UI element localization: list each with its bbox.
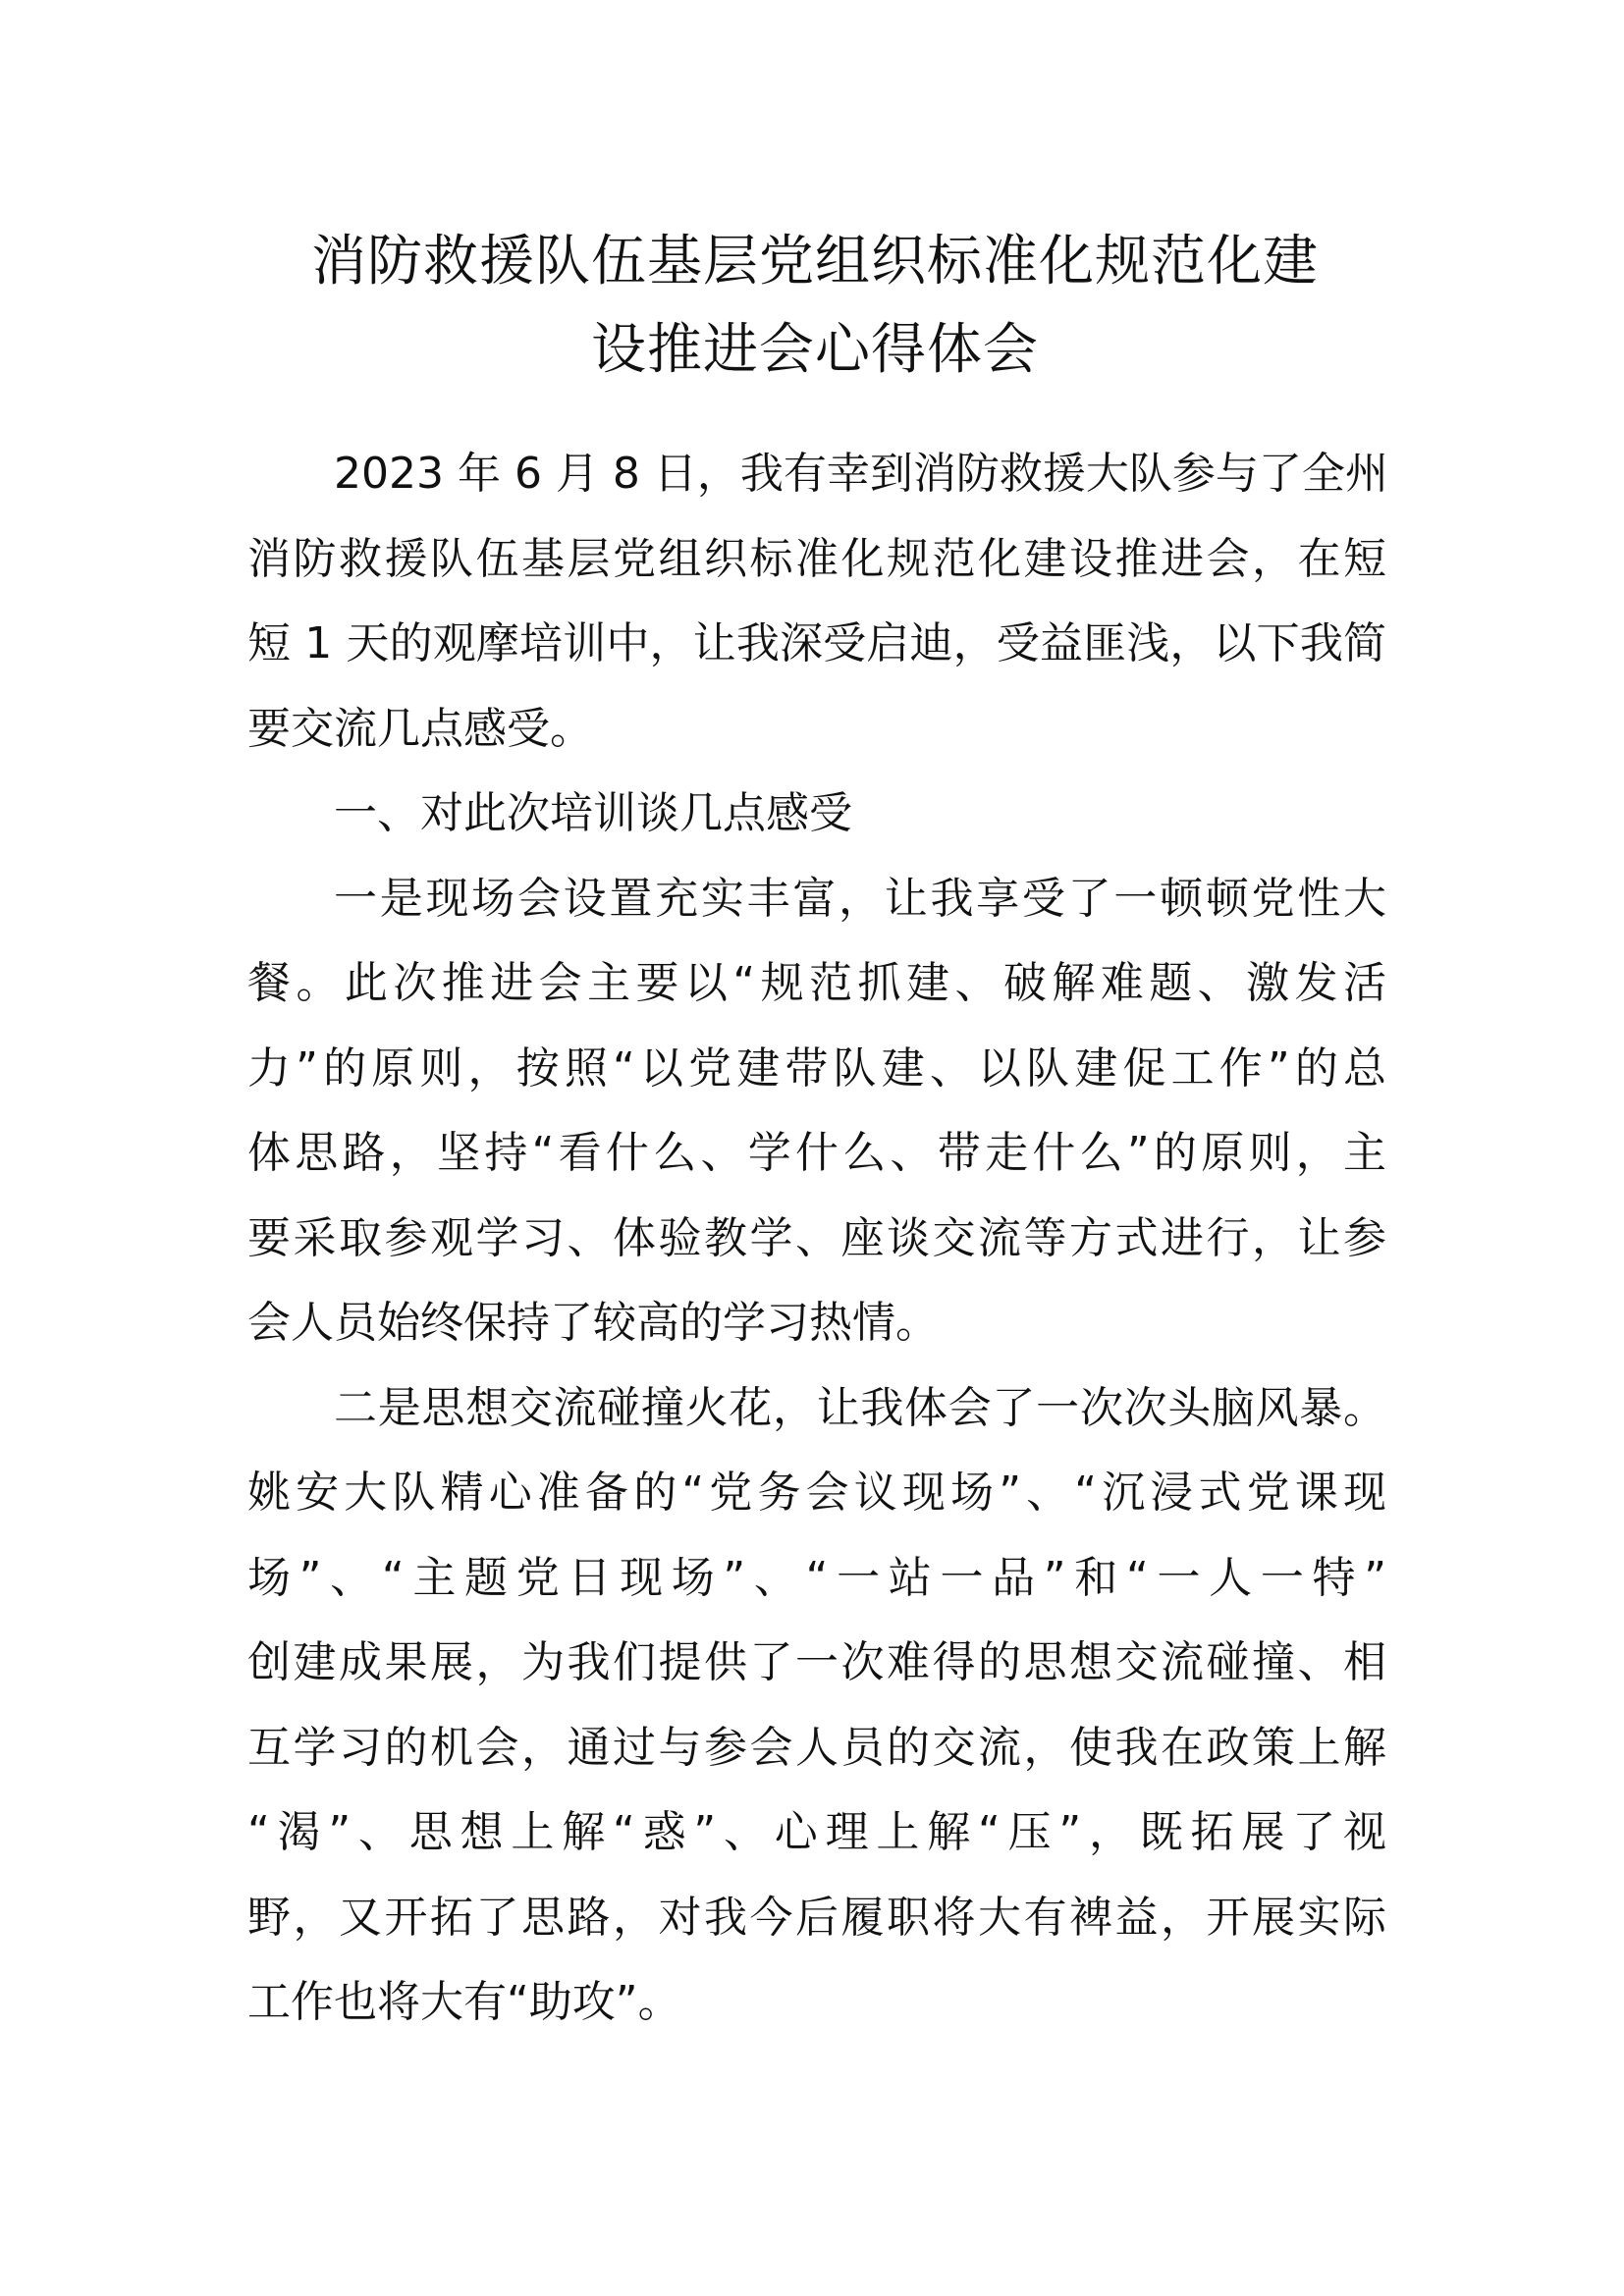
body-line: 姚安大队精心准备的“党务会议现场”、“沉浸式党课现 [247, 1468, 1386, 1518]
body-line: 消防救援队伍基层党组织标准化规范化建设推进会，在短 [247, 533, 1386, 584]
body-line: 互学习的机会，通过与参会人员的交流，使我在政策上解 [247, 1722, 1386, 1773]
body-line: 会人员始终保持了较高的学习热情。 [247, 1298, 939, 1348]
body-line: 体思路，坚持“看什么、学什么、带走什么”的原则，主 [247, 1128, 1386, 1178]
body-line: “渴”、思想上解“惑”、心理上解“压”，既拓展了视 [247, 1807, 1386, 1857]
document-title [245, 218, 1384, 395]
body-line: 场”、“主题党日现场”、“一站一品”和“一人一特” [247, 1552, 1386, 1603]
body-line: 一、对此次培训谈几点感受 [334, 788, 852, 838]
body-line: 要交流几点感受。 [247, 703, 593, 754]
body-line: 野，又开拓了思路，对我今后履职将大有裨益，开展实际 [247, 1892, 1386, 1943]
title-line-1: 消防救援队伍基层党组织标准化规范化建 [311, 230, 1319, 294]
body-line: 工作也将大有“助攻”。 [247, 1977, 681, 2027]
body-line: 力”的原则，按照“以党建带队建、以队建促工作”的总 [247, 1042, 1386, 1094]
body-line: 短 1 天的观摩培训中，让我深受启迪，受益匪浅，以下我简 [247, 618, 1386, 668]
body-line: 餐。此次推进会主要以“规范抓建、破解难题、激发活 [247, 958, 1386, 1008]
body-line: 创建成果展，为我们提供了一次难得的思想交流碰撞、相 [247, 1637, 1386, 1687]
body-line: 要采取参观学习、体验教学、座谈交流等方式进行，让参 [247, 1212, 1386, 1263]
title-line-2: 设推进会心得体会 [591, 318, 1039, 382]
body-line: 二是思想交流碰撞火花，让我体会了一次次头脑风暴。 [334, 1382, 1386, 1433]
body-line: 一是现场会设置充实丰富，让我享受了一顿顿党性大 [334, 873, 1386, 924]
body-line: 2023 年 6 月 8 日，我有幸到消防救援大队参与了全州 [334, 449, 1388, 499]
document-body [247, 432, 1386, 2046]
